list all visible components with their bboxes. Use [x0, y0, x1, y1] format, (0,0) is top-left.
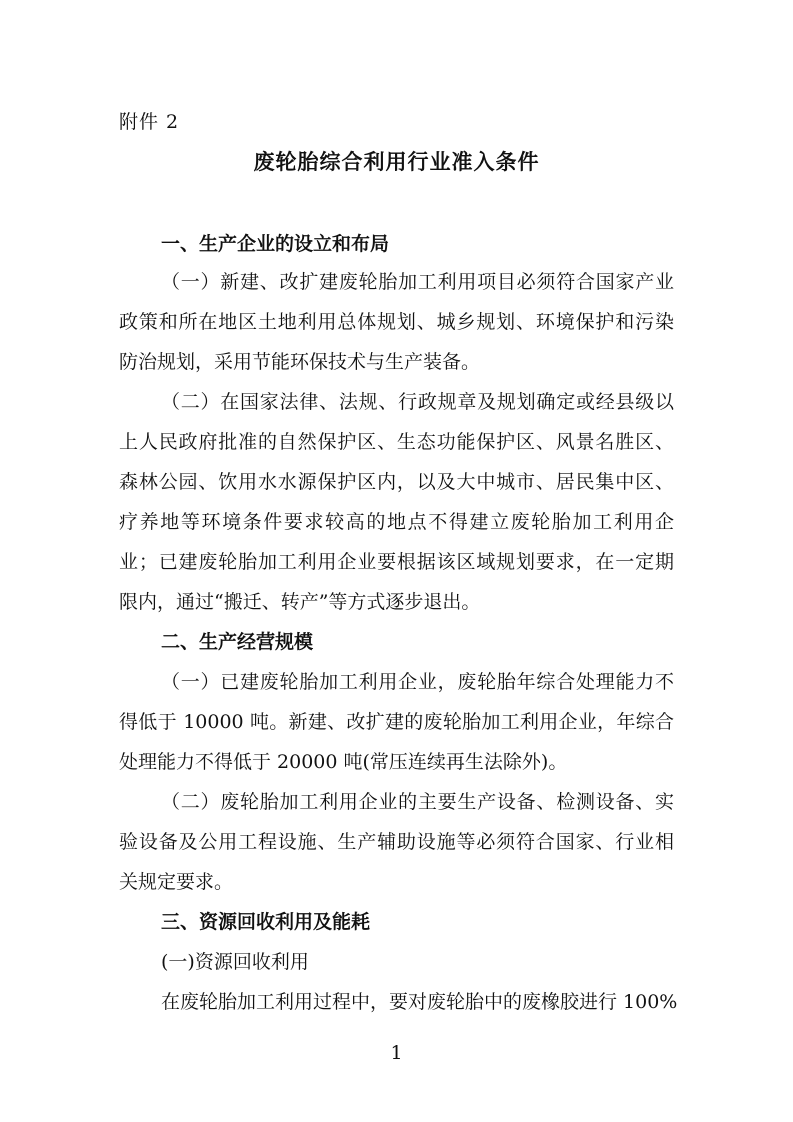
attachment-label: 附件 2 — [119, 111, 180, 133]
paragraph-line: 业；已建废轮胎加工利用企业要根据该区域规划要求，在一定期 — [119, 551, 674, 573]
subsection-heading: (一)资源回收利用 — [161, 951, 309, 973]
paragraph-line: 关规定要求。 — [119, 871, 234, 893]
paragraph-line: 验设备及公用工程设施、生产辅助设施等必须符合国家、行业相 — [119, 831, 674, 853]
paragraph-line: 处理能力不得低于 20000 吨(常压连续再生法除外)。 — [119, 751, 568, 773]
paragraph-line: 防治规划，采用节能环保技术与生产装备。 — [119, 351, 481, 373]
paragraph-line: （一）新建、改扩建废轮胎加工利用项目必须符合国家产业 — [161, 271, 674, 293]
paragraph-line: 限内，通过“搬迁、转产”等方式逐步退出。 — [119, 591, 481, 613]
paragraph-line: 在废轮胎加工利用过程中，要对废轮胎中的废橡胶进行 100% — [161, 991, 678, 1013]
page-number: 1 — [390, 1042, 403, 1064]
document-title: 废轮胎综合利用行业准入条件 — [253, 150, 540, 174]
paragraph-line: （二）在国家法律、法规、行政规章及规划确定或经县级以 — [161, 391, 674, 413]
paragraph-line: 政策和所在地区土地利用总体规划、城乡规划、环境保护和污染 — [119, 311, 674, 333]
paragraph-line: （一）已建废轮胎加工利用企业，废轮胎年综合处理能力不 — [161, 671, 674, 693]
paragraph-line: 疗养地等环境条件要求较高的地点不得建立废轮胎加工利用企 — [119, 511, 674, 533]
paragraph-line: 森林公园、饮用水水源保护区内，以及大中城市、居民集中区、 — [119, 471, 674, 493]
paragraph-line: 得低于 10000 吨。新建、改扩建的废轮胎加工利用企业，年综合 — [119, 711, 674, 733]
section-heading: 三、资源回收利用及能耗 — [161, 911, 371, 933]
section-heading: 二、生产经营规模 — [161, 631, 314, 653]
paragraph-line: 上人民政府批准的自然保护区、生态功能保护区、风景名胜区、 — [119, 431, 674, 453]
paragraph-line: （二）废轮胎加工利用企业的主要生产设备、检测设备、实 — [161, 791, 674, 813]
section-heading: 一、生产企业的设立和布局 — [161, 233, 390, 255]
